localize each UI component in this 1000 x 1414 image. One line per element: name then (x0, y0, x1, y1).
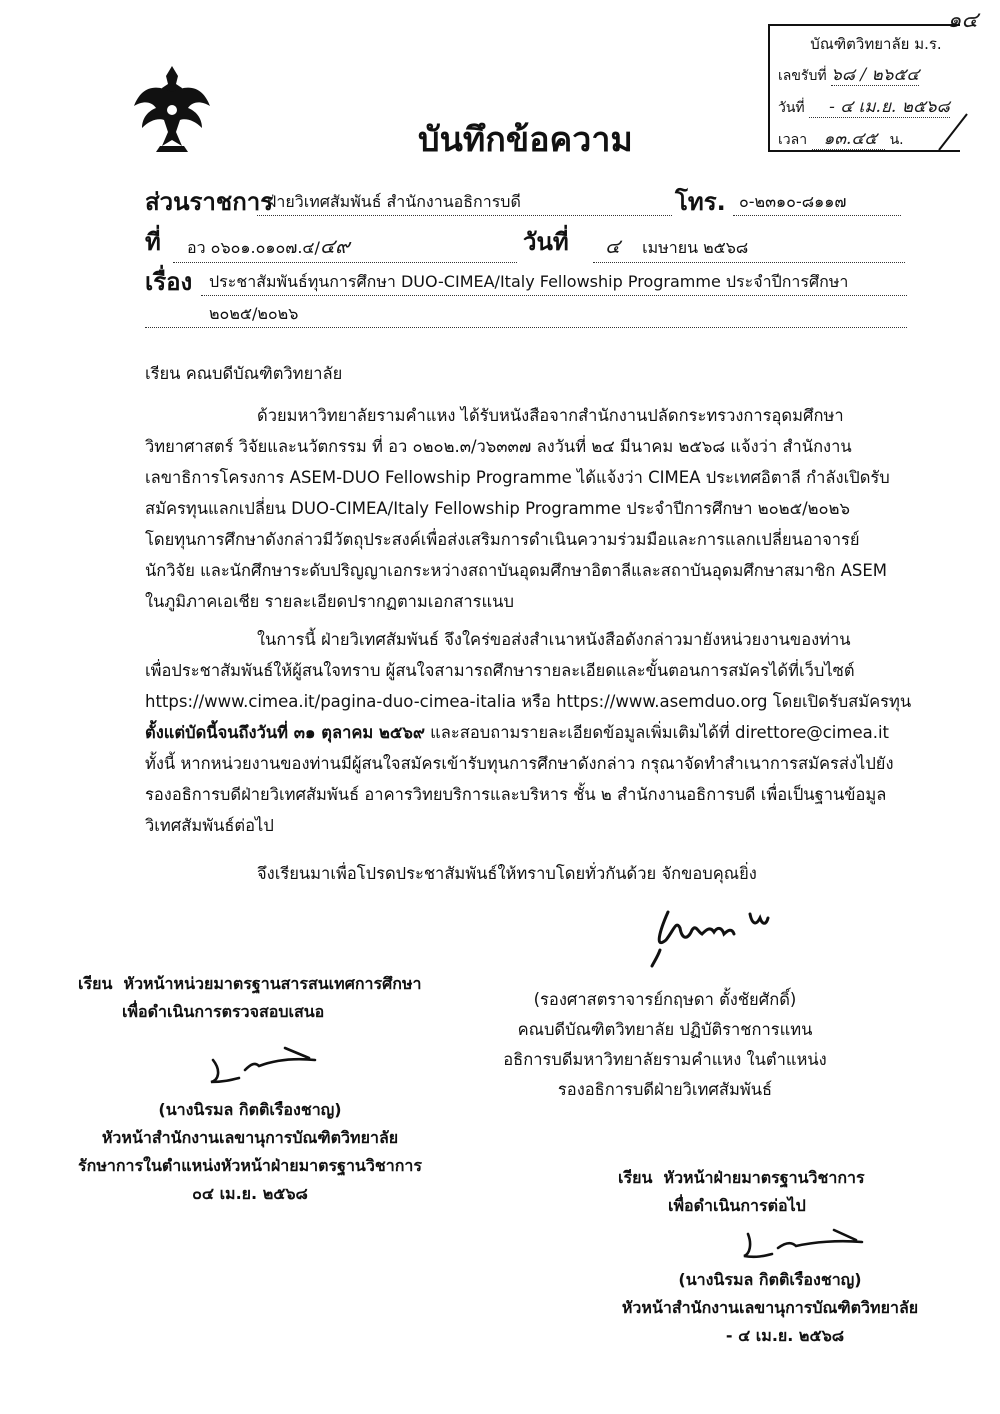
p2-line: ทั้งนี้ หากหน่วยงานของท่านมีผู้สนใจสมัครเข้ารับทุนการศึกษาดังกล่าว กรุณาจัดทำสำเนาการสมัครส่งไปยัง (145, 754, 894, 773)
p1-line: สมัครทุนแลกเปลี่ยน DUO-CIMEA/Italy Fellowship Programme ประจำปีการศึกษา ๒๐๒๕/๒๐๒๖ (145, 499, 850, 518)
note-left-signature-mark (205, 1040, 325, 1090)
ref-label: ที่ (145, 228, 161, 256)
date-value (593, 230, 905, 263)
salutation: เรียน คณบดีบัณฑิตวิทยาลัย (145, 364, 343, 383)
note-left-title-2: รักษาการในตำแหน่งหัวหน้าฝ่ายมาตรฐานวิชาการ (78, 1156, 422, 1175)
p2-contact: และสอบถามรายละเอียดข้อมูลเพิ่มเติมได้ที่ direttore@cimea.it (424, 723, 890, 742)
page-number: ๑๔ (947, 8, 978, 33)
subject-line-1: ประชาสัมพันธ์ทุนการศึกษา DUO-CIMEA/Italy Fellowship Programme ประจำปีการศึกษา (201, 270, 907, 296)
stamp-title: บัณฑิตวิทยาลัย ม.ร. (810, 35, 942, 53)
stamp-time-value: ๑๓.๔๕ (812, 129, 886, 150)
stamp-date-value: - ๔ เม.ย. ๒๕๖๘ (809, 97, 950, 118)
stamp-slash-mark (935, 110, 975, 155)
division-label: ส่วนราชการ (145, 188, 274, 216)
date-month-year: เมษายน ๒๕๖๘ (642, 238, 749, 257)
signature-mark (640, 900, 790, 970)
note-left-date: ๐๔ เม.ย. ๒๕๖๘ (192, 1184, 308, 1203)
garuda-emblem-icon (132, 62, 212, 154)
note-right-to (618, 1166, 865, 1191)
subject-line-2: ๒๐๒๕/๒๐๒๖ (145, 302, 907, 328)
p2-deadline: ตั้งแต่บัดนี้จนถึงวันที่ ๓๑ ตุลาคม ๒๕๖๙ (145, 723, 425, 742)
stamp-date-label: วันที่ (778, 100, 805, 116)
note-left-purpose: เพื่อดำเนินการตรวจสอบเสนอ (122, 1002, 325, 1021)
p1-line: โดยทุนการศึกษาดังกล่าวมีวัตถุประสงค์เพื่อส่งเสริมการดำเนินความร่วมมือและการแลกเปลี่ยนอาจารย์ (145, 530, 860, 549)
date-day: ๔ (605, 234, 621, 258)
p1-line: เลขาธิการโครงการ ASEM-DUO Fellowship Programme ได้แจ้งว่า CIMEA ประเทศอิตาลี กำลังเปิดรับ (145, 468, 890, 487)
signatory-title-2: อธิการบดีมหาวิทยาลัยรามคำแหง ในตำแหน่ง (503, 1050, 827, 1069)
note-right-purpose: เพื่อดำเนินการต่อไป (668, 1196, 806, 1215)
p1-line: นักวิจัย และนักศึกษาระดับปริญญาเอกระหว่างสถาบันอุดมศึกษาอิตาลีและสถาบันอุดมศึกษาสมาชิก ASEM (145, 561, 888, 580)
p2-line: ในการนี้ ฝ่ายวิเทศสัมพันธ์ จึงใคร่ขอส่งสำเนาหนังสือดังกล่าวมายังหน่วยงานของท่าน (257, 630, 851, 649)
stamp-receipt-row (778, 61, 954, 88)
note-right-signer (600, 1266, 940, 1350)
note-left-title-1: หัวหน้าสำนักงานเลขานุการบัณฑิตวิทยาลัย (101, 1128, 399, 1147)
phone-label: โทร. (675, 188, 726, 216)
paragraph-2 (145, 624, 912, 841)
note-left-to (78, 972, 421, 997)
phone-value: ๐-๒๓๑๐-๘๑๑๗ (733, 190, 901, 216)
note-left-to-value: หัวหน้าหน่วยมาตรฐานสารสนเทศการศึกษา (123, 974, 422, 993)
note-left-to-label: เรียน (78, 974, 113, 993)
p2-line: เพื่อประชาสัมพันธ์ให้ผู้สนใจทราบ ผู้สนใจสามารถศึกษารายละเอียดและขั้นตอนการสมัครได้ที่เว็บไซต์ (145, 661, 855, 680)
stamp-date-row (778, 93, 954, 120)
closing-line: จึงเรียนมาเพื่อโปรดประชาสัมพันธ์ให้ทราบโดยทั่วกันด้วย จักขอบคุณยิ่ง (257, 864, 757, 883)
note-right-signature-mark (738, 1224, 868, 1269)
memo-title: บันทึกข้อความ (418, 120, 633, 160)
p2-line (145, 717, 907, 748)
subject-row (145, 262, 907, 322)
p1-line: ในภูมิภาคเอเชีย รายละเอียดปรากฏตามเอกสารแนบ (145, 592, 514, 611)
note-right-to-value: หัวหน้าฝ่ายมาตรฐานวิชาการ (663, 1168, 865, 1187)
ref-value-text: อว ๐๖๐๑.๐๑๐๗.๔/ (187, 238, 320, 257)
signatory-block (500, 985, 830, 1105)
note-right-title-1: หัวหน้าสำนักงานเลขานุการบัณฑิตวิทยาลัย (621, 1298, 919, 1317)
note-left-name: (นางนิรมล กิตติเรืองชาญ) (158, 1100, 342, 1119)
p2-line: https://www.cimea.it/pagina-duo-cimea-italia หรือ https://www.asemduo.org โดยเปิดรับสมัครทุน (145, 692, 912, 711)
note-right-date: - ๔ เม.ย. ๒๕๖๘ (725, 1326, 845, 1345)
p2-line: รองอธิการบดีฝ่ายวิเทศสัมพันธ์ อาคารวิทยบริการและบริหาร ชั้น ๒ สำนักงานอธิการบดี เพื่อเป็นฐานข้อมูล (145, 785, 887, 804)
signatory-title-1: คณบดีบัณฑิตวิทยาลัย ปฏิบัติราชการแทน (517, 1020, 813, 1039)
stamp-time-unit: น. (889, 132, 904, 148)
p1-line: ด้วยมหาวิทยาลัยรามคำแหง ได้รับหนังสือจากสำนักงานปลัดกระทรวงการอุดมศึกษา (257, 406, 844, 425)
p1-line: วิทยาศาสตร์ วิจัยและนวัตกรรม ที่ อว ๐๒๐๒.๓/ว๖๓๓๗ ลงวันที่ ๒๔ มีนาคม ๒๕๖๘ แจ้งว่า สำนักงาน (145, 437, 852, 456)
signatory-name: (รองศาสตราจารย์กฤษดา ตั้งชัยศักดิ์) (533, 990, 797, 1009)
p2-line: วิเทศสัมพันธ์ต่อไป (145, 816, 274, 835)
reference-row (145, 222, 907, 258)
division-row (145, 182, 907, 216)
note-left-signer (40, 1096, 460, 1208)
stamp-receipt-value: ๖๘ / ๒๖๕๔ (831, 65, 920, 85)
note-right-name: (นางนิรมล กิตติเรืองชาญ) (678, 1270, 862, 1289)
division-value: ฝ่ายวิเทศสัมพันธ์ สำนักงานอธิการบดี (257, 190, 672, 216)
note-right-to-label: เรียน (618, 1168, 653, 1187)
signatory-title-3: รองอธิการบดีฝ่ายวิเทศสัมพันธ์ (557, 1080, 773, 1099)
stamp-receipt-label: เลขรับที่ (778, 68, 827, 84)
registration-stamp (768, 24, 960, 152)
date-label: วันที่ (523, 228, 569, 256)
paragraph-1 (145, 400, 907, 617)
ref-number: ๔๙ (319, 234, 350, 258)
stamp-time-label: เวลา (778, 132, 808, 148)
subject-label: เรื่อง (145, 268, 193, 296)
stamp-time-row (778, 125, 954, 152)
ref-value (173, 230, 517, 263)
